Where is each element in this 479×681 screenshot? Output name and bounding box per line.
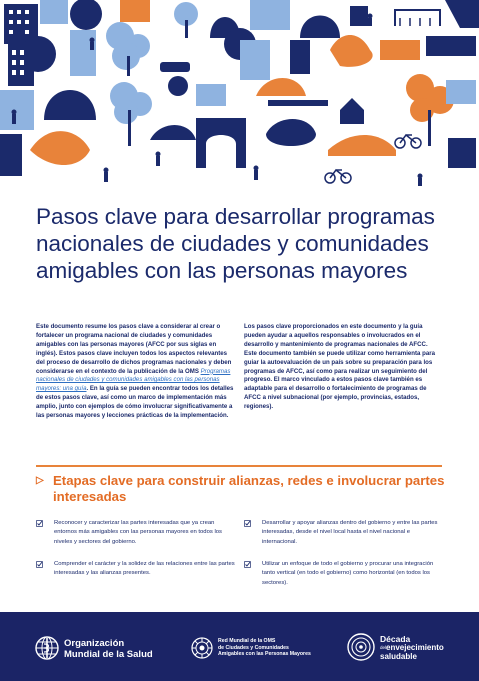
step-item	[36, 519, 236, 547]
checkbox-icon	[244, 561, 251, 568]
triangle-bullet-icon: ▷	[36, 475, 44, 486]
decade-emblem-icon	[346, 632, 376, 662]
checkbox-icon	[36, 520, 43, 527]
step-item	[244, 519, 444, 547]
network-logo-text	[218, 638, 311, 658]
step-item	[244, 560, 444, 588]
step-item	[36, 560, 236, 579]
who-emblem-icon	[34, 635, 60, 661]
section-heading-text: Etapas clave para construir alianzas, redes e involucrar partes interesadas	[53, 473, 445, 504]
intro-paragraph-right: Los pasos clave proporcionados en este documento y la guía pueden ayudar a aquellos responsables o involucrados en el desarrollo y mantenimiento de programas nacionales de AFCC. Este documento también se puede utilizar como herramienta para guiar la autoevaluación de un país sobre su preparación para los programas de AFCC, así como para realizar un seguimiento del progreso. El marco vinculado a estos pasos clave también es adaptable para el desarrollo o fortalecimiento de programas de AFCC a nivel subnacional (por ejemplo, provincias, estados, regiones).	[244, 323, 435, 411]
network-line-1: Red Mundial de la OMS	[218, 638, 276, 644]
intro-left-text-before: Este documento resume los pasos clave a considerar al crear o fortalecer un programa nacional de ciudades y comunidades amigables con las personas mayores (AFCC por sus siglas en inglés). Estos pasos clave incluyen todos los aspectos relevantes del proceso de desarrollo de dichos programas nacionales y deben considerarse en el contexto de la publicación de la OMS	[36, 323, 232, 375]
intro-left-text-after: . En la guía se pueden encontrar todos los detalles de estos pasos clave, así como un marco de implementación más amplio, junto con ejemplos de cómo involucrar significativamente a las personas mayores y lecciones prácticas de la implementación.	[36, 385, 234, 420]
decade-line-4: saludable	[380, 651, 417, 661]
who-line-2: Mundial de la Salud	[64, 649, 153, 660]
decade-line-1: Década	[380, 634, 411, 644]
network-emblem-icon	[190, 636, 214, 660]
network-line-2: de Ciudades y Comunidades	[218, 644, 289, 651]
decade-logo-text	[380, 635, 444, 661]
intro-paragraph-left	[36, 323, 236, 421]
page-title: Pasos clave para desarrollar programas nacionales de ciudades y comunidades amigables con las personas mayores	[36, 204, 435, 283]
guide-publication-link[interactable]: Programas nacionales de ciudades y comunidades amigables con las personas mayores: una guía	[36, 367, 231, 393]
who-logo-text	[64, 638, 153, 660]
step-text: Utilizar un enfoque de todo el gobierno y procurar una integración tanto vertical (en todo el gobierno) como horizontal (en todos los sectores).	[262, 561, 434, 586]
who-line-1: Organización	[64, 638, 125, 649]
network-line-3: Amigables con las Personas Mayores	[218, 651, 311, 658]
decade-line-2: del	[380, 645, 387, 650]
step-text: Desarrollar y apoyar alianzas dentro del gobierno y entre las partes interesadas, desde el nivel local hasta el nivel nacional e internacional.	[262, 520, 438, 545]
hero-illustration	[0, 0, 479, 190]
section-heading	[36, 473, 446, 505]
checkbox-icon	[244, 520, 251, 527]
decade-line-3: envejecimiento	[386, 643, 444, 652]
step-text: Comprender el carácter y la solidez de las relaciones entre las partes interesadas y las alianzas presentes.	[54, 561, 235, 577]
checkbox-icon	[36, 561, 43, 568]
footer-banner	[0, 612, 479, 681]
step-text: Reconocer y caracterizar las partes interesadas que ya crean entornos más amigables con las personas mayores en todos los niveles y sectores del gobierno.	[54, 520, 222, 545]
section-divider	[36, 465, 442, 467]
